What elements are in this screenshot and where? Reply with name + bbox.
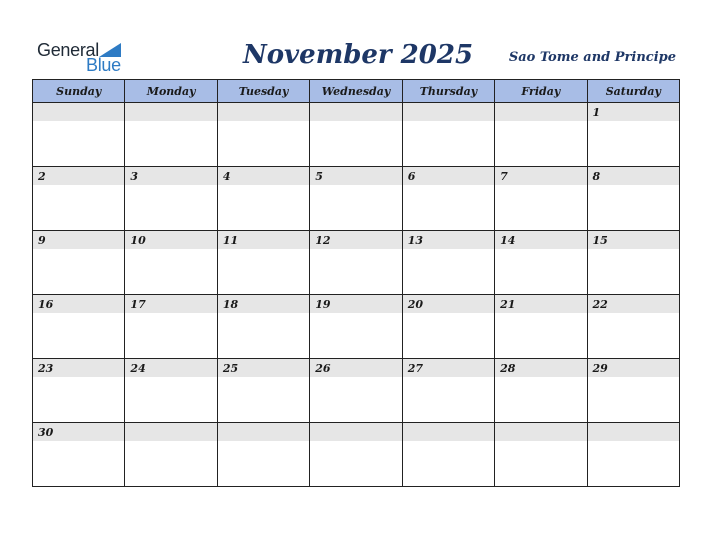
day-number-band [125, 295, 216, 313]
day-number: 17 [130, 298, 146, 311]
brand-logo [37, 40, 137, 74]
day-number-band [125, 359, 216, 377]
day-number: 19 [315, 298, 331, 311]
day-cell[interactable] [310, 359, 402, 423]
day-cell[interactable] [495, 423, 587, 487]
day-number-band [125, 103, 216, 121]
day-cell[interactable] [495, 167, 587, 231]
day-number-band [403, 231, 494, 249]
day-number: 8 [592, 170, 601, 183]
day-cell[interactable] [402, 103, 494, 167]
day-number-band [588, 167, 679, 185]
day-number-band [218, 231, 309, 249]
day-number-band [495, 103, 586, 121]
day-cell[interactable] [33, 295, 125, 359]
day-cell[interactable] [217, 359, 309, 423]
day-number: 13 [407, 234, 423, 247]
day-cell[interactable] [495, 103, 587, 167]
day-number: 5 [315, 170, 323, 183]
day-number-band [495, 359, 586, 377]
day-number-band [218, 295, 309, 313]
day-number-band [310, 359, 401, 377]
country-name: Sao Tome and Principe [508, 50, 676, 65]
day-cell[interactable] [310, 295, 402, 359]
day-number: 27 [407, 362, 423, 375]
day-cell[interactable] [33, 103, 125, 167]
day-number: 3 [130, 170, 139, 183]
week-row [33, 423, 680, 487]
day-number-band [218, 359, 309, 377]
day-cell[interactable] [402, 231, 494, 295]
day-cell[interactable] [310, 103, 402, 167]
day-number-band [588, 359, 679, 377]
day-number: 18 [222, 298, 239, 311]
day-cell[interactable] [310, 423, 402, 487]
logo-word-blue: Blue [86, 55, 121, 75]
day-number-band [403, 167, 494, 185]
day-number-band [310, 103, 401, 121]
day-number: 1 [592, 106, 601, 119]
day-number-band [33, 103, 124, 121]
week-row [33, 359, 680, 423]
day-cell[interactable] [125, 359, 217, 423]
day-cell[interactable] [587, 231, 679, 295]
day-cell[interactable] [310, 231, 402, 295]
day-number-band [403, 423, 494, 441]
day-number-band [33, 359, 124, 377]
day-number-band [403, 103, 494, 121]
day-number-band [218, 167, 309, 185]
day-number-band [218, 103, 309, 121]
day-number-band [403, 295, 494, 313]
day-cell[interactable] [33, 167, 125, 231]
day-cell[interactable] [402, 295, 494, 359]
day-number-band [495, 295, 586, 313]
weekday-header: Wednesday [310, 80, 402, 103]
day-number-band [588, 231, 679, 249]
day-number-band [33, 423, 124, 441]
day-cell[interactable] [402, 167, 494, 231]
day-cell[interactable] [33, 359, 125, 423]
day-number: 6 [407, 170, 416, 183]
day-number-band [495, 423, 586, 441]
week-row [33, 231, 680, 295]
day-number-band [588, 295, 679, 313]
day-number: 25 [222, 362, 239, 375]
day-number-band [310, 231, 401, 249]
day-cell[interactable] [217, 423, 309, 487]
day-number-band [125, 231, 216, 249]
weekday-header: Monday [125, 80, 217, 103]
day-cell[interactable] [125, 231, 217, 295]
day-cell[interactable] [587, 359, 679, 423]
day-number: 9 [38, 234, 46, 247]
day-number: 24 [130, 362, 146, 375]
day-number-band [33, 295, 124, 313]
weekday-header: Thursday [402, 80, 494, 103]
day-number-band [125, 167, 216, 185]
day-cell[interactable] [217, 103, 309, 167]
day-cell[interactable] [125, 103, 217, 167]
page-title: November 2025 [242, 40, 474, 70]
day-number: 12 [315, 234, 331, 247]
day-number: 2 [38, 170, 46, 183]
day-number: 4 [222, 170, 231, 183]
week-row [33, 103, 680, 167]
day-cell[interactable] [587, 423, 679, 487]
day-number: 21 [500, 298, 516, 311]
logo-word-general: General [37, 40, 99, 60]
day-cell[interactable] [402, 423, 494, 487]
day-cell[interactable] [587, 167, 679, 231]
day-number: 26 [315, 362, 331, 375]
day-number-band [33, 231, 124, 249]
day-number-band [588, 423, 679, 441]
day-number: 22 [592, 298, 608, 311]
day-number-band [310, 295, 401, 313]
day-cell[interactable] [217, 231, 309, 295]
day-number-band [495, 167, 586, 185]
day-number-band [403, 359, 494, 377]
day-number: 11 [222, 234, 239, 247]
day-number: 30 [38, 426, 54, 439]
day-cell[interactable] [33, 423, 125, 487]
day-number-band [125, 423, 216, 441]
weekday-header: Sunday [33, 80, 125, 103]
week-row [33, 167, 680, 231]
weekday-header: Saturday [587, 80, 679, 103]
day-cell[interactable] [217, 295, 309, 359]
day-cell[interactable] [125, 423, 217, 487]
week-row [33, 295, 680, 359]
day-number-band [218, 423, 309, 441]
day-cell[interactable] [310, 167, 402, 231]
calendar-grid [32, 79, 680, 487]
day-number-band [310, 423, 401, 441]
day-number-band [310, 167, 401, 185]
day-number: 20 [407, 298, 423, 311]
day-number: 7 [500, 170, 508, 183]
day-cell[interactable] [587, 103, 679, 167]
day-cell[interactable] [587, 295, 679, 359]
day-cell[interactable] [495, 359, 587, 423]
day-cell[interactable] [125, 167, 217, 231]
day-cell[interactable] [33, 231, 125, 295]
weekday-header: Friday [495, 80, 587, 103]
day-number: 14 [500, 234, 516, 247]
day-number: 16 [38, 298, 54, 311]
day-number-band [33, 167, 124, 185]
weekday-header-row [33, 80, 680, 103]
day-cell[interactable] [125, 295, 217, 359]
day-cell[interactable] [495, 295, 587, 359]
day-number-band [588, 103, 679, 121]
day-number: 28 [500, 362, 516, 375]
day-cell[interactable] [217, 167, 309, 231]
day-number-band [495, 231, 586, 249]
weekday-header: Tuesday [217, 80, 309, 103]
day-number: 23 [38, 362, 54, 375]
day-number: 10 [130, 234, 146, 247]
day-cell[interactable] [495, 231, 587, 295]
day-number: 29 [592, 362, 608, 375]
day-number: 15 [592, 234, 608, 247]
day-cell[interactable] [402, 359, 494, 423]
